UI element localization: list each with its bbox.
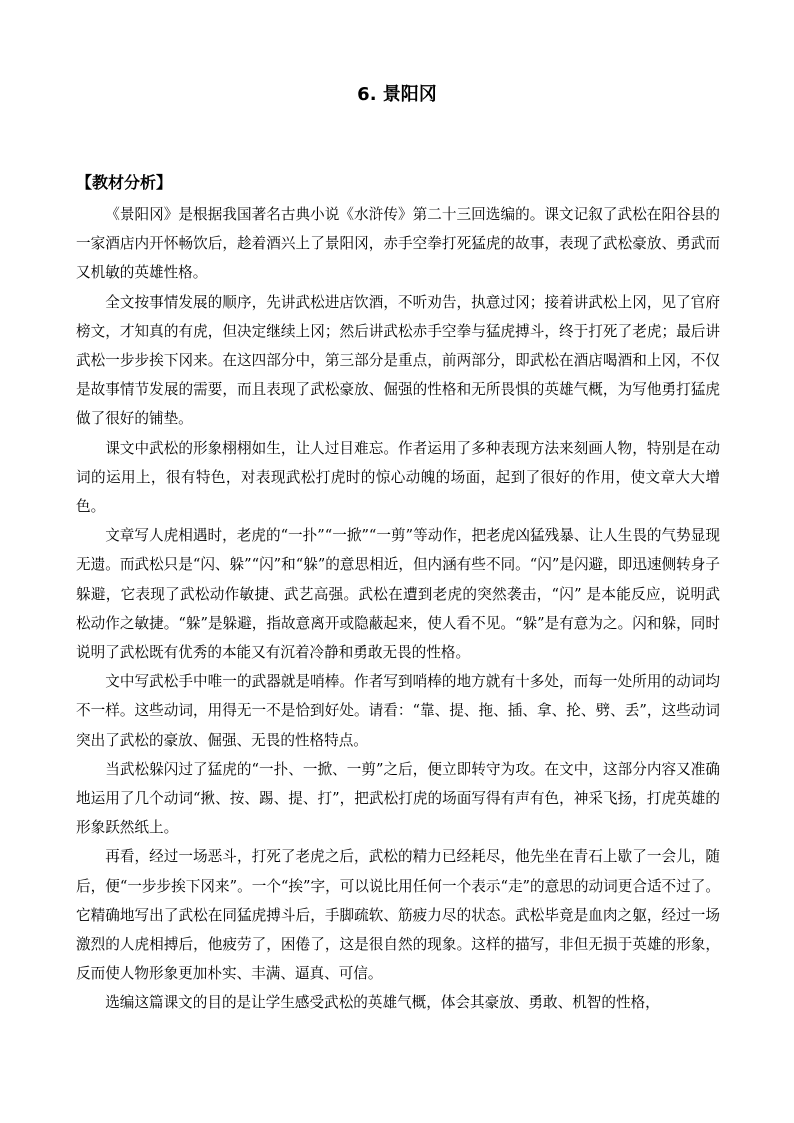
paragraph: 选编这篇课文的目的是让学生感受武松的英雄气概，体会其豪放、勇敢、机智的性格， — [105, 994, 660, 1012]
paragraph: 当武松躲闪过了猛虎的“一扑、一掀、一剪”之后，便立即转守为攻。在文中，这部分内容又准确地运用了几个动词“揪、按、踢、提、打”，把武松打虎的场面写得有声有色，神采飞扬，打虎英雄的形象跃然纸上。 — [76, 760, 720, 837]
paragraph: 再看，经过一场恶斗，打死了老虎之后，武松的精力已经耗尽，他先坐在青石上歇了一会儿，随后，便“一步步挨下冈来”。一个“挨”字，可以说比用任何一个表示“走”的意思的动词更合适不过了。它精确地写出了武松在同猛虎搏斗后，手脚疏软、筋疲力尽的状态。武松毕竟是血肉之躯，经过一场激烈的人虎相搏后，他疲劳了，困倦了，这是很自然的现象。这样的描写，非但无损于英雄的形象，反而使人物形象更加朴实、丰满、逼真、可信。 — [76, 848, 720, 983]
page-title: 6. 景阳冈 — [357, 84, 437, 105]
paragraph: 文中写武松手中唯一的武器就是哨棒。作者写到哨棒的地方就有十多处，而每一处所用的动词均不一样。这些动词，用得无一不是恰到好处。请看：“靠、提、拖、插、拿、抡、劈、丢”，这些动词突出了武松的豪放、倔强、无畏的性格特点。 — [76, 673, 720, 749]
paragraph: 课文中武松的形象栩栩如生，让人过目难忘。作者运用了多种表现方法来刻画人物，特别是在动词的运用上，很有特色，对表现武松打虎时的惊心动魄的场面，起到了很好的作用，使文章大大增色。 — [76, 439, 720, 516]
paragraph: 《景阳冈》是根据我国著名古典小说《水浒传》第二十三回选编的。课文记叙了武松在阳谷县的一家酒店内开怀畅饮后，趁着酒兴上了景阳冈，赤手空拳打死猛虎的故事，表现了武松豪放、勇武而又机敏的英雄性格。 — [76, 206, 720, 282]
section-heading: 【教材分析】 — [76, 173, 173, 192]
paragraph: 文章写人虎相遇时，老虎的“一扑”“一掀”“一剪”等动作，把老虎凶猛残暴、让人生畏的气势显现无遗。而武松只是“闪、躲”“闪”和“躲”的意思相近，但内涵有些不同。“闪”是闪避，即迅速侧转身子躲避，它表现了武松动作敏捷、武艺高强。武松在遭到老虎的突然袭击，“闪” 是本能反应，说明武松动作之敏捷。“躲”是躲避，指故意离开或隐蔽起来，使人看不见。“躲”是有意为之。闪和躲，同时说明了武松既有优秀的本能又有沉着冷静和勇敢无畏的性格。 — [76, 527, 720, 662]
body-text — [76, 200, 720, 1018]
paragraph: 全文按事情发展的顺序，先讲武松进店饮酒，不听劝告，执意过冈；接着讲武松上冈，见了官府榜文，才知真的有虎，但决定继续上冈；然后讲武松赤手空拳与猛虎搏斗，终于打死了老虎；最后讲武松一步步挨下冈来。在这四部分中，第三部分是重点，前两部分，即武松在酒店喝酒和上冈，不仅是故事情节发展的需要，而且表现了武松豪放、倔强的性格和无所畏惧的英雄气概，为写他勇打猛虎做了很好的铺垫。 — [76, 293, 720, 428]
